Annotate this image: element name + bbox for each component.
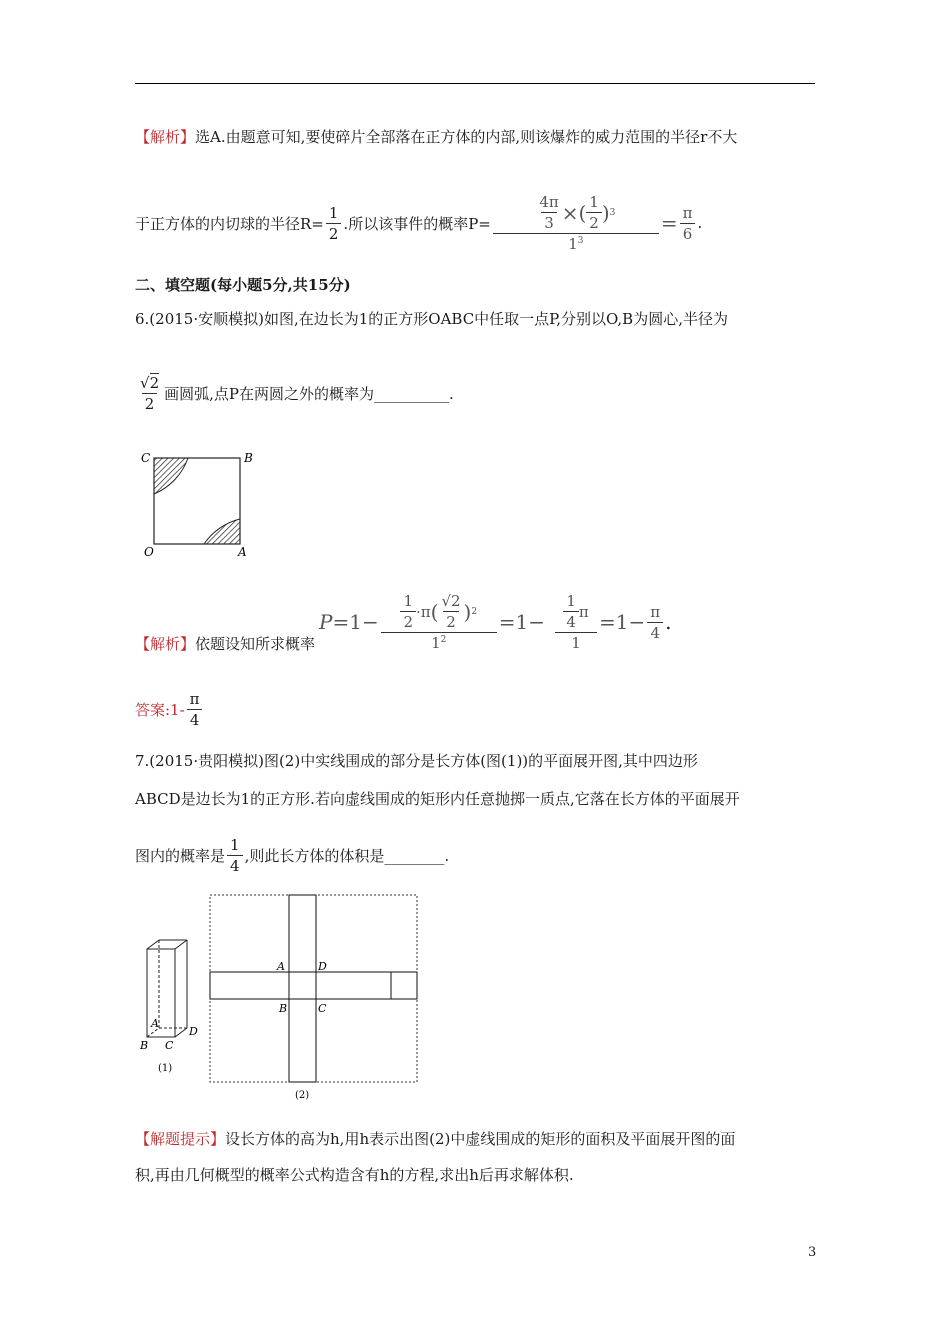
shaded-region-bottom-right bbox=[204, 519, 240, 544]
fraction-quarter-pi: $\frac{1}{4}$ π 1 bbox=[555, 592, 597, 652]
net-figure bbox=[205, 890, 425, 1104]
svg-text:C: C bbox=[318, 1002, 327, 1015]
fraction-main: $\frac{1}{2}$ · π ( $\frac{√2}{2}$ ) 2 $1^2$ bbox=[381, 592, 497, 652]
svg-text:B: B bbox=[140, 1039, 149, 1052]
fraction-sqrt2-over-2: $\frac{√2}{2}$ bbox=[140, 374, 160, 413]
answer-blank: __________ bbox=[373, 384, 449, 403]
q6-answer: 答案:1- $\frac{\pi}{4}$ bbox=[135, 690, 205, 729]
fraction-result: $\frac{\pi}{6}$ bbox=[680, 204, 696, 243]
hint-tag: 【解题提示】 bbox=[135, 1130, 226, 1148]
label-B: B bbox=[244, 451, 253, 465]
q6-solution: 【解析】 依题设知所求概率 P = 1 − $\frac{1}{2}$ · π ( $\frac{√2}{2}$ ) 2 $1^2$ = 1 − $\frac{1}{4}$ π 1 = 1 − $\frac{\pi}{4}$ . bbox=[135, 592, 672, 653]
label-O: O bbox=[144, 545, 154, 559]
svg-text:D: D bbox=[318, 960, 327, 973]
answer-blank: ________ bbox=[384, 846, 445, 865]
q7-line2: ABCD是边长为1的正方形.若向虚线围成的矩形内任意抛掷一质点,它落在长方体的平面展开 bbox=[135, 790, 740, 808]
fraction-pi-over-4: $\frac{\pi}{4}$ bbox=[647, 603, 663, 642]
square-arcs-figure bbox=[138, 448, 258, 560]
cuboid-figure bbox=[135, 935, 205, 1075]
section-heading: 二、填空题(每小题5分,共15分) bbox=[135, 276, 351, 294]
svg-text:A: A bbox=[151, 1017, 159, 1030]
q7-hint-line1: 【解题提示】设长方体的高为h,用h表示出图(2)中虚线围成的矩形的面积及平面展开图的面 bbox=[135, 1130, 736, 1148]
q7-hint-line2: 积,再由几何概型的概率公式构造含有h的方程,求出h后再求解体积. bbox=[135, 1166, 574, 1184]
svg-text:D: D bbox=[189, 1025, 198, 1038]
svg-text:C: C bbox=[165, 1039, 174, 1052]
q7-line3: 图内的概率是 $\frac{1}{4}$ ,则此长方体的体积是 ________ . bbox=[135, 836, 450, 875]
shaded-region-top-left bbox=[154, 458, 188, 494]
solution-tag: 【解析】 bbox=[135, 635, 196, 653]
label-C: C bbox=[141, 451, 151, 465]
q5-solution-line1: 【解析】选A.由题意可知,要使碎片全部落在正方体的内部,则该爆炸的威力范围的半径r不大 bbox=[135, 128, 738, 146]
q6-line1: 6.(2015·安顺模拟)如图,在边长为1的正方形OABC中任取一点P,分别以O,B为圆心,半径为 bbox=[135, 310, 728, 328]
label-A: A bbox=[238, 545, 247, 559]
solution-tag: 【解析】 bbox=[135, 128, 196, 146]
q6-line2: $\frac{√2}{2}$ 画圆弧,点P在两圆之外的概率为 __________ . bbox=[135, 374, 454, 413]
fraction-probability: $\frac{4\pi}{3}$ × ( $\frac{1}{2}$ ) 3 $1^3$ bbox=[493, 193, 659, 253]
svg-text:A: A bbox=[277, 960, 285, 973]
header-rule bbox=[135, 83, 815, 84]
svg-text:B: B bbox=[279, 1002, 288, 1015]
svg-text:(2): (2) bbox=[295, 1090, 310, 1101]
page-number: 3 bbox=[808, 1245, 817, 1260]
q5-solution-line2: 于正方体的内切球的半径R= $\frac{1}{2}$ .所以该事件的概率P= $\frac{4\pi}{3}$ × ( $\frac{1}{2}$ ) 3 $1^3$ = $\frac{\pi}{6}$ . bbox=[135, 193, 703, 253]
q7-line1: 7.(2015·贵阳模拟)图(2)中实线围成的部分是长方体(图(1))的平面展开图,其中四边形 bbox=[135, 752, 698, 770]
svg-text:(1): (1) bbox=[158, 1063, 173, 1074]
fraction-radius: $\frac{1}{2}$ bbox=[326, 204, 342, 243]
